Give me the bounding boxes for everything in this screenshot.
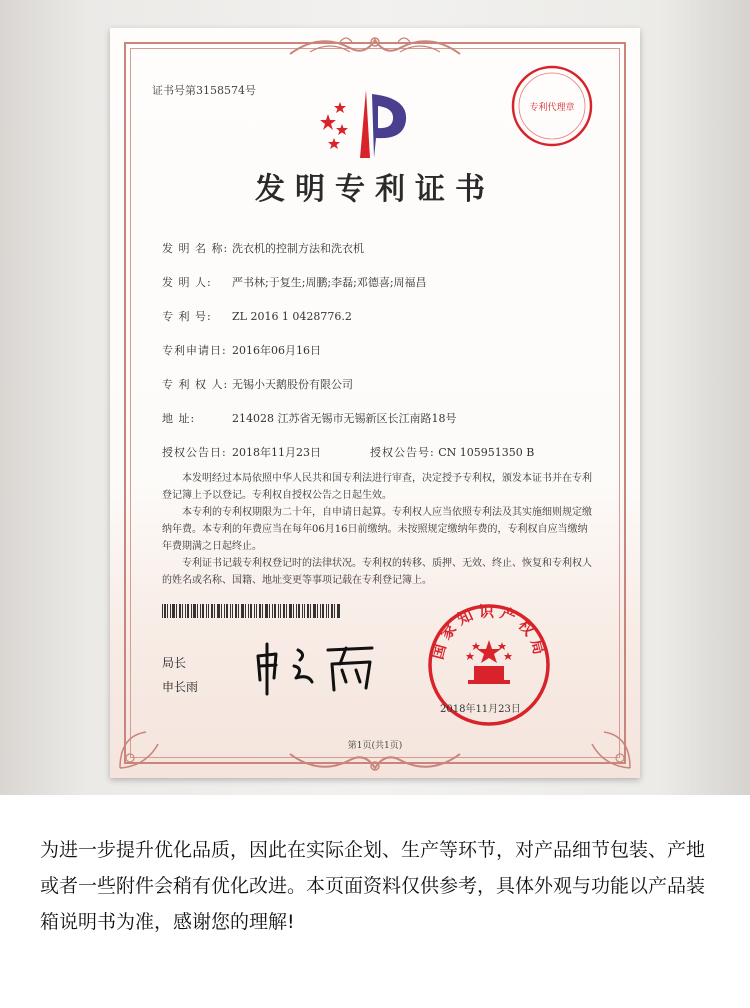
paragraph-3: 专利证书记载专利权登记时的法律状况。专利权的转移、质押、无效、终止、恢复和专利权人的姓名或名称、国籍、地址变更等事项记载在专利登记簿上。 <box>162 558 592 586</box>
patentee-label: 专 利 权 人: <box>162 378 229 391</box>
filing-date-label: 专利申请日: <box>162 344 227 357</box>
patent-logo-icon <box>320 84 415 164</box>
filing-date-row <box>162 342 321 358</box>
certificate-title: 发明专利证书 <box>255 172 495 207</box>
signatory-title: 局长 <box>162 656 187 670</box>
inventor-value: 严书林;于复生;周鹏;李磊;邓德喜;周福昌 <box>232 276 427 289</box>
grant-number-label: 授权公告号: <box>370 446 435 459</box>
svg-text:国家知识产权局: 国家知识产权局 <box>428 602 550 662</box>
address-label: 地 址: <box>162 412 196 425</box>
top-ornament-icon <box>280 30 470 60</box>
invention-name-label: 发 明 名 称: <box>162 242 229 255</box>
patentee-row <box>162 376 353 392</box>
grant-date-label: 授权公告日: <box>162 446 227 459</box>
patent-number-row <box>162 308 352 324</box>
paragraph-2: 本专利的专利权期限为二十年，自申请日起算。专利权人应当依照专利法及其实施细则规定缴纳年费。本专利的年费应当在每年06月16日前缴纳。未按照规定缴纳年费的，专利权自应当缴纳年费期满之日起终止。 <box>162 507 592 552</box>
product-notice: 为进一步提升优化品质，因此在实际企划、生产等环节，对产品细节包装、产地或者一些附件会稍有优化改进。本页面资料仅供参考，具体外观与功能以产品装箱说明书为准，感谢您的理解! <box>40 839 706 933</box>
svg-text:专利代理章: 专利代理章 <box>529 103 575 113</box>
grant-number-row <box>370 444 534 460</box>
patent-number-label: 专 利 号: <box>162 310 212 323</box>
address-value: 214028 江苏省无锡市无锡新区长江南路18号 <box>232 412 457 425</box>
seal-date: 2018年11月23日 <box>440 704 521 715</box>
paragraph-1: 本发明经过本局依照中华人民共和国专利法进行审查，决定授予专利权，颁发本证书并在专利登记簿上予以登记。专利权自授权公告之日起生效。 <box>162 473 592 501</box>
invention-name-row <box>162 240 364 256</box>
patent-certificate <box>110 28 640 778</box>
patentee-value: 无锡小天鹅股份有限公司 <box>232 378 353 391</box>
filing-date-value: 2016年06月16日 <box>232 344 321 357</box>
patent-number-value: ZL 2016 1 0428776.2 <box>232 310 352 323</box>
address-row <box>162 410 456 426</box>
grant-date-value: 2018年11月23日 <box>232 446 321 459</box>
bottom-ornament-icon <box>280 748 470 778</box>
grant-number-value: CN 105951350 B <box>438 446 535 459</box>
barcode-icon <box>162 604 342 618</box>
signatory-name: 申长雨 <box>162 680 199 694</box>
page-number: 第1页(共1页) <box>347 741 403 751</box>
grant-date-row <box>162 444 321 460</box>
certificate-number: 证书号第3158574号 <box>152 84 256 97</box>
invention-name-value: 洗衣机的控制方法和洗衣机 <box>232 242 364 255</box>
inventor-row <box>162 274 427 290</box>
inventor-label: 发 明 人: <box>162 276 212 289</box>
signature-icon <box>250 638 380 698</box>
agency-seal-icon <box>510 64 594 148</box>
